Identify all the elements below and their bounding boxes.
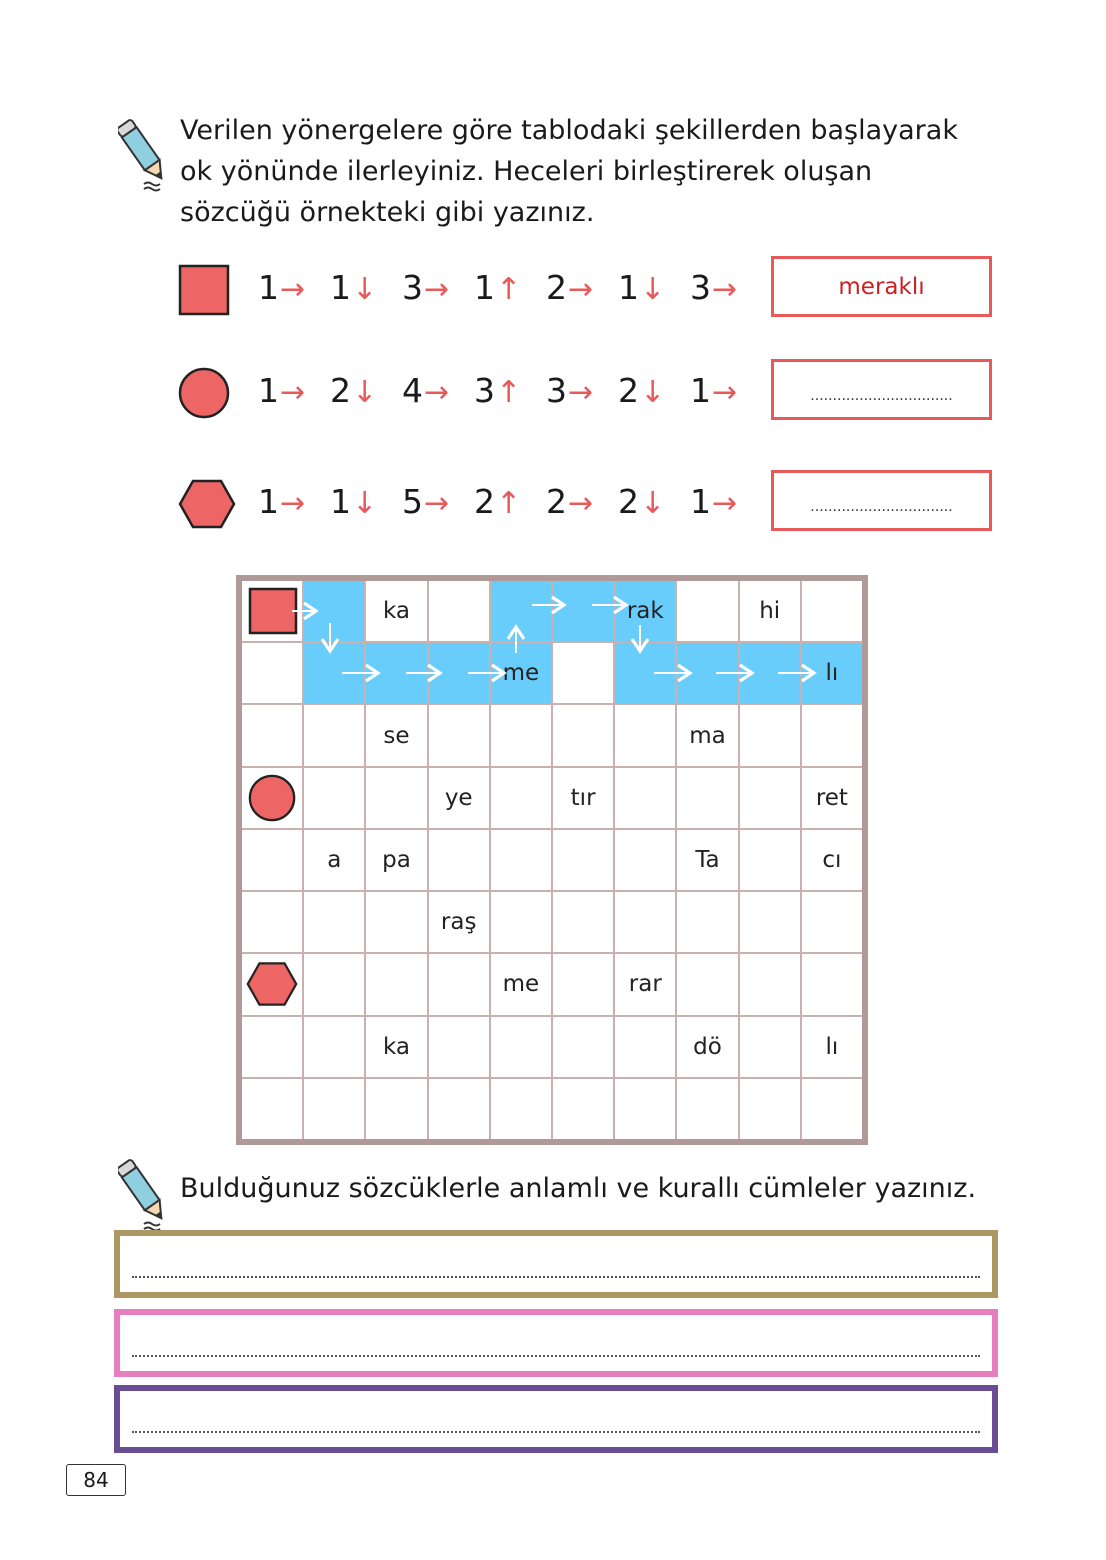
grid-cell	[491, 643, 551, 703]
grid-cell	[677, 1079, 737, 1139]
grid-cell	[553, 954, 613, 1014]
grid-cell	[429, 1079, 489, 1139]
grid-cell	[242, 954, 302, 1014]
syllable-grid	[236, 575, 868, 1145]
direction-steps	[258, 371, 762, 410]
grid-cell	[553, 892, 613, 952]
syllable: ye	[444, 784, 473, 811]
grid-cell	[304, 581, 364, 641]
step: 1↓	[618, 268, 666, 307]
grid-cell	[429, 643, 489, 703]
step: 3→	[690, 268, 738, 307]
circle-shape-icon	[178, 367, 230, 419]
step: 4→	[402, 371, 450, 410]
grid-cell	[802, 1017, 862, 1077]
clue-row-hexagon	[178, 470, 998, 536]
grid-cell	[677, 705, 737, 765]
grid-cell	[242, 581, 302, 641]
grid-cell	[429, 1017, 489, 1077]
step: 2→	[546, 268, 594, 307]
hexagon-start-icon	[246, 960, 298, 1008]
grid-cell	[366, 705, 426, 765]
syllable: pa	[382, 846, 411, 873]
grid-cell	[553, 705, 613, 765]
grid-cell	[740, 830, 800, 890]
grid-cell	[677, 581, 737, 641]
grid-cell	[553, 830, 613, 890]
grid-cell	[740, 643, 800, 703]
grid-cell	[491, 705, 551, 765]
grid-cell	[802, 954, 862, 1014]
grid-cell	[677, 830, 737, 890]
grid-cell	[491, 581, 551, 641]
grid-cell	[304, 954, 364, 1014]
circle-start-icon	[246, 774, 298, 822]
syllable: dö	[693, 1033, 722, 1060]
grid-cell	[366, 830, 426, 890]
step: 3→	[402, 268, 450, 307]
grid-cell	[553, 581, 613, 641]
syllable: cı	[822, 846, 842, 873]
grid-cell	[677, 643, 737, 703]
hexagon-shape-icon	[178, 478, 236, 530]
grid-cell	[615, 1079, 675, 1139]
instruction-text-2: Bulduğunuz sözcüklerle anlamlı ve kurallı cümleler yazınız.	[180, 1173, 977, 1204]
grid-cell	[304, 1017, 364, 1077]
grid-cell	[491, 954, 551, 1014]
pencil-icon	[118, 112, 168, 192]
grid-cell	[366, 892, 426, 952]
writing-line-3[interactable]	[114, 1385, 998, 1453]
grid-cell	[802, 643, 862, 703]
grid-cell	[553, 768, 613, 828]
grid-cell	[366, 1079, 426, 1139]
clue-row-square	[178, 256, 998, 322]
step: 2→	[546, 482, 594, 521]
step: 2↑	[474, 482, 522, 521]
grid-cell	[242, 705, 302, 765]
grid-cell	[802, 1079, 862, 1139]
step: 3→	[546, 371, 594, 410]
square-start-icon	[246, 587, 298, 635]
grid-cell	[366, 643, 426, 703]
syllable: lı	[825, 1033, 839, 1060]
grid-cell	[740, 954, 800, 1014]
syllable: ret	[815, 784, 848, 811]
grid-cell	[491, 830, 551, 890]
grid-cell	[304, 643, 364, 703]
grid-cell	[802, 705, 862, 765]
step: 5→	[402, 482, 450, 521]
clue-row-circle	[178, 359, 998, 425]
grid-cell	[740, 1079, 800, 1139]
grid-cell	[802, 581, 862, 641]
grid-cell	[242, 643, 302, 703]
grid-cell	[677, 768, 737, 828]
syllable: hi	[759, 598, 781, 625]
syllable: a	[327, 846, 342, 873]
grid-cell	[429, 581, 489, 641]
grid-cell	[304, 705, 364, 765]
syllable: tır	[570, 784, 596, 811]
grid-cell	[429, 830, 489, 890]
direction-steps	[258, 268, 762, 307]
grid-cell	[429, 768, 489, 828]
pencil-icon	[118, 1152, 168, 1232]
grid-cell	[553, 1079, 613, 1139]
grid-cell	[242, 1079, 302, 1139]
grid-cell	[740, 705, 800, 765]
step: 1↑	[474, 268, 522, 307]
step: 2↓	[618, 371, 666, 410]
grid-cell	[615, 954, 675, 1014]
direction-steps	[258, 482, 762, 521]
step: 1→	[690, 482, 738, 521]
grid-cell	[242, 768, 302, 828]
writing-line-1[interactable]	[114, 1230, 998, 1298]
grid-cell	[429, 892, 489, 952]
grid-cell	[304, 1079, 364, 1139]
grid-cell	[615, 892, 675, 952]
grid-cell	[366, 1017, 426, 1077]
grid-cell	[429, 954, 489, 1014]
step: 1→	[258, 482, 306, 521]
syllable: rar	[628, 971, 662, 998]
step: 1→	[258, 268, 306, 307]
grid-cell	[802, 768, 862, 828]
writing-line-2[interactable]	[114, 1309, 998, 1377]
grid-cell	[615, 643, 675, 703]
syllable: ka	[382, 598, 410, 625]
grid-cell	[242, 1017, 302, 1077]
step: 1→	[690, 371, 738, 410]
grid-cell	[491, 892, 551, 952]
step: 1↓	[330, 268, 378, 307]
step: 2↓	[330, 371, 378, 410]
syllable: ma	[689, 722, 726, 749]
grid-cell	[304, 892, 364, 952]
syllable: me	[502, 660, 540, 687]
answer-box[interactable]: meraklı	[771, 256, 992, 317]
page-number: 84	[66, 1464, 126, 1496]
syllable: Ta	[695, 846, 720, 873]
grid-cell	[802, 892, 862, 952]
grid-cell	[677, 892, 737, 952]
grid-cell	[304, 768, 364, 828]
grid-cell	[366, 768, 426, 828]
syllable: se	[383, 722, 410, 749]
step: 1↓	[330, 482, 378, 521]
syllable: raş	[440, 909, 477, 936]
grid-cell	[615, 705, 675, 765]
grid-cell	[677, 954, 737, 1014]
grid-cell	[615, 830, 675, 890]
grid-cell	[553, 643, 613, 703]
grid-cell	[304, 830, 364, 890]
grid-cell	[366, 954, 426, 1014]
grid-cell	[366, 581, 426, 641]
square-shape-icon	[178, 264, 230, 316]
syllable: me	[502, 971, 540, 998]
grid-cell	[740, 581, 800, 641]
grid-cell	[802, 830, 862, 890]
step: 3↑	[474, 371, 522, 410]
instruction-text: Verilen yönergelere göre tablodaki şekillerden başlayarak ok yönünde ilerleyiniz. Heceleri birleştirerek oluşan sözcüğü örnekteki gibi yazınız.	[180, 115, 958, 228]
grid-cell	[242, 830, 302, 890]
syllable: rak	[626, 598, 664, 625]
step: 1→	[258, 371, 306, 410]
grid-cell	[242, 892, 302, 952]
grid-cell	[677, 1017, 737, 1077]
grid-cell	[740, 892, 800, 952]
grid-cell	[429, 705, 489, 765]
answer-box[interactable]: ................................	[771, 359, 992, 420]
grid-cell	[553, 1017, 613, 1077]
syllable: ka	[382, 1033, 410, 1060]
answer-box[interactable]: ................................	[771, 470, 992, 531]
grid-cell	[615, 1017, 675, 1077]
grid-cell	[491, 1079, 551, 1139]
grid-cell	[615, 581, 675, 641]
step: 2↓	[618, 482, 666, 521]
syllable: lı	[825, 660, 839, 687]
grid-cell	[740, 1017, 800, 1077]
grid-cell	[491, 768, 551, 828]
grid-cell	[615, 768, 675, 828]
grid-cell	[491, 1017, 551, 1077]
grid-cell	[740, 768, 800, 828]
